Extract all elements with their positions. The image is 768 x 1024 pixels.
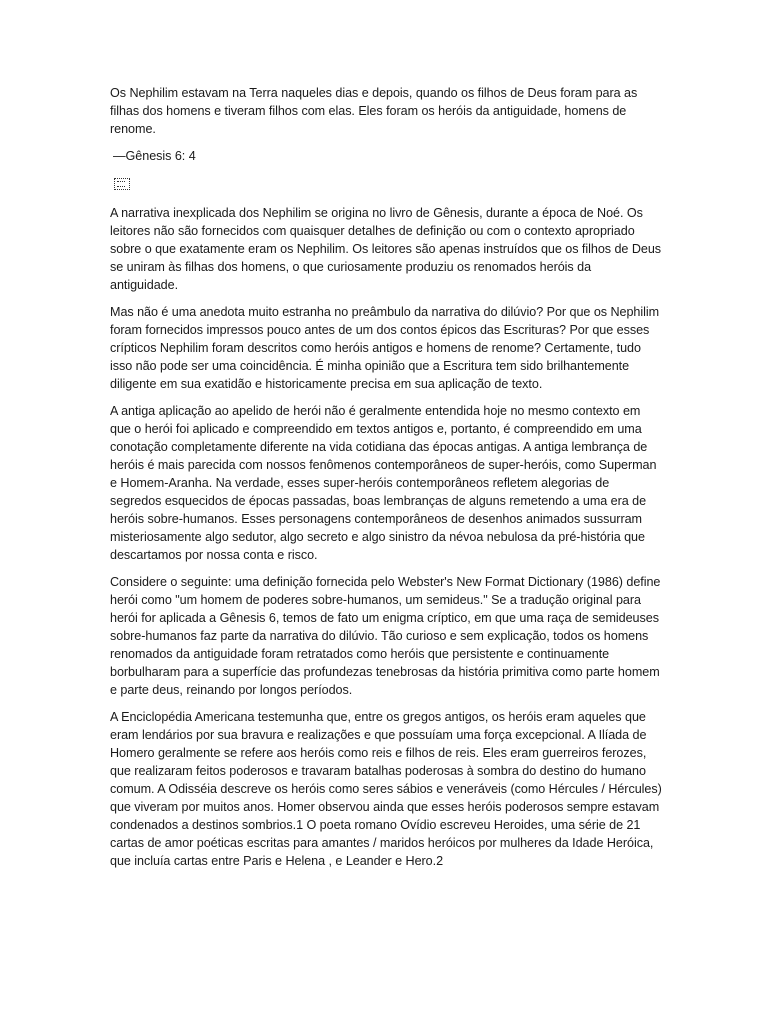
paragraph: A antiga aplicação ao apelido de herói não é geralmente entendida hoje no mesmo contexto em que o herói foi aplicado e compreendido em textos antigos e, portanto, é compreendido em uma conotação completamente diferente na vida cotidiana das épocas antigas. A antiga lembrança de heróis é mais parecida com nossos fenômenos contemporâneos de super-heróis, como Superman e Homem-Aranha. Na verdade, esses super-heróis contemporâneos refletem alegorias de segredos esquecidos de épocas passadas, boas lembranças de alguns remetendo a uma era de heróis sobre-humanos. Esses personagens contemporâneos de desenhos animados sussurram misteriosamente algo sedutor, algo secreto e algo sinistro da névoa nebulosa da pré-história que descartamos por nossa conta e risco. [110,404,657,562]
missing-glyph-icon [114,178,130,190]
paragraph: A narrativa inexplicada dos Nephilim se origina no livro de Gênesis, durante a época de Noé. Os leitores não são fornecidos com quaisquer detalhes de definição ou com o contexto apropriado sobre o que exatamente eram os Nephilim. Os leitores são apenas instruídos que os filhos de Deus se uniram às filhas dos homens, o que curiosamente produziu os renomados heróis da antiguidade. [110,206,662,292]
document-body [110,84,662,879]
paragraph: Mas não é uma anedota muito estranha no preâmbulo da narrativa do dilúvio? Por que os Nephilim foram fornecidos impressos pouco antes de um dos contos épicos das Escrituras? Por que esses crípticos Nephilim foram descritos como heróis antigos e homens de renome? Certamente, tudo isso não pode ser uma coincidência. É minha opinião que a Escritura tem sido brilhantemente diligente em sua exatidão e historicamente precisa em sua aplicação de texto. [110,305,660,391]
epigraph-quote: Os Nephilim estavam na Terra naqueles dias e depois, quando os filhos de Deus foram para as filhas dos homens e tiveram filhos com elas. Eles foram os heróis da antiguidade, homens de renome. [110,86,638,136]
paragraph: A Enciclopédia Americana testemunha que, entre os gregos antigos, os heróis eram aqueles que eram lendários por sua bravura e realizações e que possuíam uma força excepcional. A Ilíada de Homero geralmente se refere aos heróis como reis e filhos de reis. Eles eram guerreiros ferozes, que realizaram feitos poderosos e travaram batalhas poderosas à sombra do destino do humano comum. A Odisséia descreve os heróis como seres sábios e veneráveis (como Hércules / Hércules) que viveram por muitos anos. Homer observou ainda que esses heróis poderosos sempre estavam condenados a destinos sombrios.1 O poeta romano Ovídio escreveu Heroides, uma série de 21 cartas de amor poéticas escritas para amantes / maridos heróicos por mulheres da Idade Heróica, que incluía cartas entre Paris e Helena , e Leander e Hero.2 [110,710,662,868]
epigraph-citation: —Gênesis 6: 4 [113,149,196,163]
paragraph: Considere o seguinte: uma definição fornecida pelo Webster's New Format Dictionary (1986) define herói como "um homem de poderes sobre-humanos, um semideus." Se a tradução original para herói for aplicada a Gênesis 6, temos de fato um enigma críptico, em que uma raça de semideuses sobre-humanos faz parte da narrativa do dilúvio. Tão curioso e sem explicação, todos os homens renomados da antiguidade foram retratados como heróis que persistente e continuamente borbulharam para a superfície das profundezas tenebrosas da história primitiva como parte homem e parte deus, reinando por longos períodos. [110,575,661,697]
